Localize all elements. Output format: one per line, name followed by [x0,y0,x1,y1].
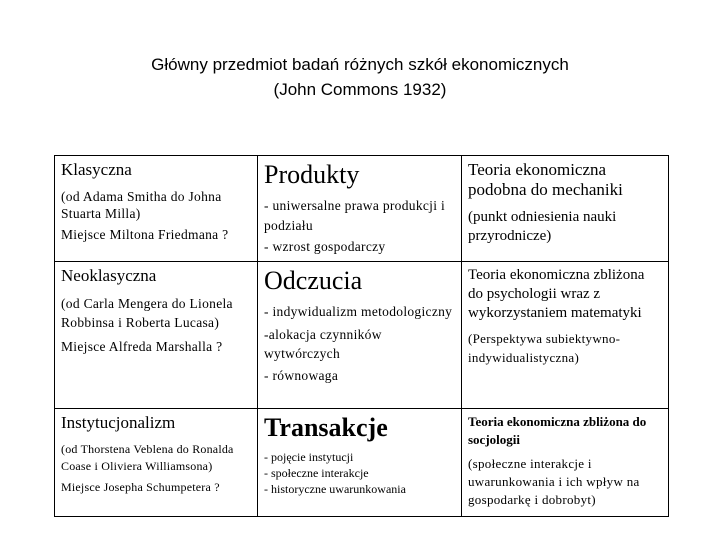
school-detail: Miejsce Alfreda Marshalla ? [61,339,223,354]
subject-cell-neoclassical [258,262,462,409]
subject-point: - równowaga [264,368,339,383]
school-detail: (od Adama Smitha do Johna Stuarta Milla) [61,189,222,221]
title-line-2: (John Commons 1932) [273,80,447,99]
table-row-institutionalism [55,409,669,517]
economic-schools-table [54,155,669,517]
subject-point: - indywidualizm metodologiczny [264,304,453,319]
subject-point: -alokacja czynników wytwórczych [264,327,382,361]
school-name: Neoklasyczna [61,266,157,285]
school-detail: (od Thorstena Veblena do Ronalda Coase i Oliviera Williamsona) [61,442,234,473]
subject-cell-institutionalism [258,409,462,517]
subject-point: - historyczne uwarunkowania [264,482,406,496]
school-cell-neoclassical [55,262,258,409]
subject-heading: Transakcje [264,413,388,442]
theory-cell-classical [462,156,669,262]
table-row-neoclassical [55,262,669,409]
theory-note: (społeczne interakcje i uwarunkowania i ich wpływ na gospodarkę i dobrobyt) [468,456,640,507]
subject-point: - społeczne interakcje [264,466,369,480]
school-detail: (od Carla Mengera do Lionela Robbinsa i Roberta Lucasa) [61,296,233,330]
school-cell-classical [55,156,258,262]
school-cell-institutionalism [55,409,258,517]
school-detail: Miejsce Josepha Schumpetera ? [61,480,220,494]
theory-note: (punkt odniesienia nauki przyrodnicze) [468,209,617,244]
subject-heading: Produkty [264,160,360,189]
school-name: Klasyczna [61,160,132,179]
subject-point: - pojęcie instytucji [264,450,354,464]
subject-point: - wzrost gospodarczy [264,239,386,254]
school-detail: Miejsce Miltona Friedmana ? [61,227,229,242]
table-row-classical [55,156,669,262]
subject-cell-classical [258,156,462,262]
school-name: Instytucjonalizm [61,413,176,432]
theory-cell-institutionalism [462,409,669,517]
subject-point: - uniwersalne prawa produkcji i podziału [264,198,445,233]
subject-heading: Odczucia [264,266,363,295]
theory-cell-neoclassical [462,262,669,409]
theory-text: Teoria ekonomiczna zbliżona do psychologii wraz z wykorzystaniem matematyki [468,267,645,321]
slide-title [0,52,720,102]
theory-note: (Perspektywa subiektywno-indywidualistyczna) [468,331,621,365]
theory-text: Teoria ekonomiczna podobna do mechaniki [468,160,623,199]
title-line-1: Główny przedmiot badań różnych szkół ekonomicznych [151,55,569,74]
theory-text: Teoria ekonomiczna zbliżona do socjologii [468,414,647,447]
